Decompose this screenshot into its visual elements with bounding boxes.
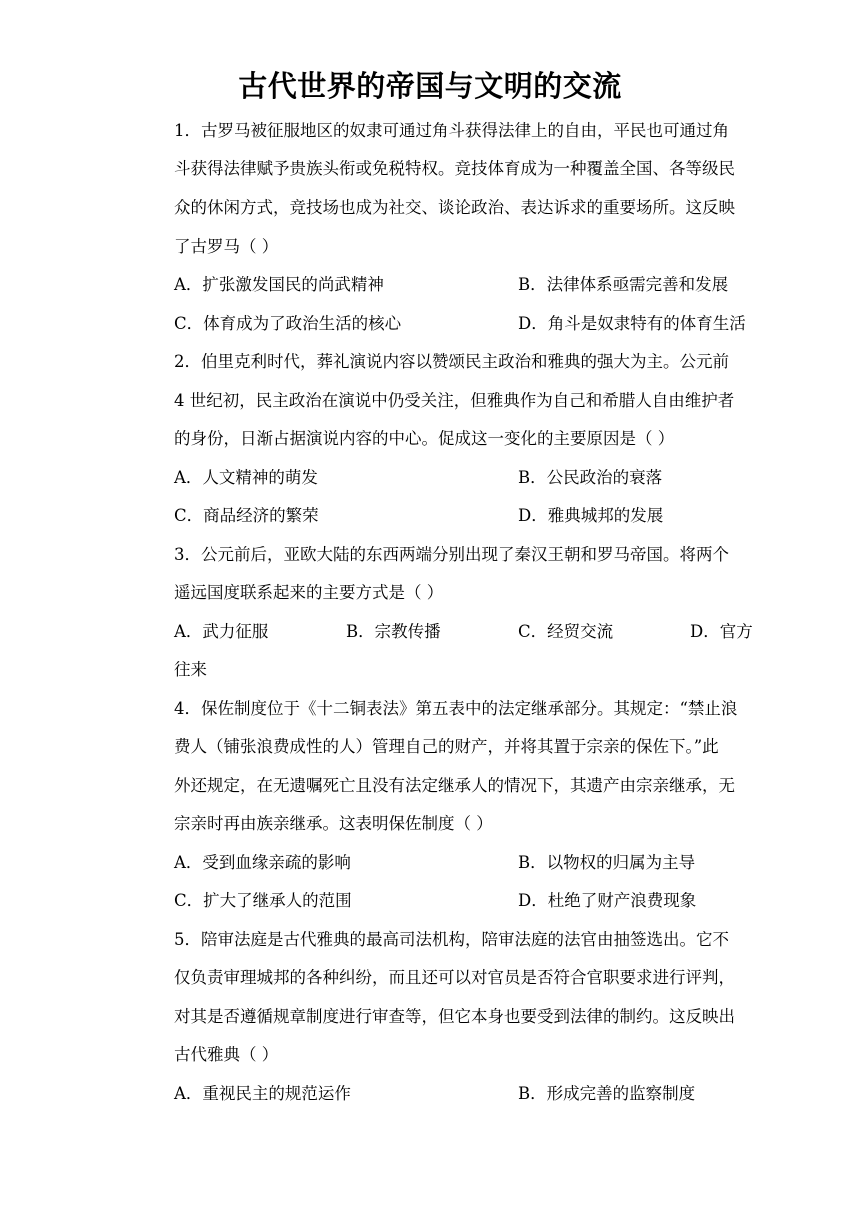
question-2-option-d: D．雅典城邦的发展 — [518, 506, 664, 525]
question-2-option-b: B．公民政治的衰落 — [518, 468, 663, 487]
question-5-option-a: A．重视民主的规范运作 — [174, 1084, 351, 1103]
question-3-option-d: D．官方 — [690, 622, 753, 641]
question-5-line-3: 对其是否遵循规章制度进行审查等，但它本身也要受到法律的制约。这反映出 — [174, 1007, 735, 1026]
question-2-option-a: A．人文精神的萌发 — [174, 468, 318, 487]
question-2-line-2: 4 世纪初，民主政治在演说中仍受关注，但雅典作为自己和希腊人自由维护者 — [174, 391, 735, 410]
question-3-option-d-wrap: 往来 — [174, 660, 207, 679]
question-1-line-4: 了古罗马（ ） — [174, 237, 279, 256]
question-4-line-1: 4．保佐制度位于《十二铜表法》第五表中的法定继承部分。其规定：“禁止浪 — [174, 699, 738, 718]
question-3-option-c: C．经贸交流 — [518, 622, 614, 641]
question-2-line-1: 2．伯里克利时代，葬礼演说内容以赞颂民主政治和雅典的强大为主。公元前 — [174, 352, 729, 371]
question-2-line-3: 的身份，日渐占据演说内容的中心。促成这一变化的主要原因是（ ） — [174, 429, 675, 448]
question-1-option-a: A．扩张激发国民的尚武精神 — [174, 275, 384, 294]
question-4-line-3: 外还规定，在无遗嘱死亡且没有法定继承人的情况下，其遗产由宗亲继承，无 — [174, 776, 735, 795]
question-5-line-4: 古代雅典（ ） — [174, 1045, 279, 1064]
question-1-option-d: D．角斗是奴隶特有的体育生活 — [518, 314, 746, 333]
question-4-option-c: C．扩大了继承人的范围 — [174, 891, 352, 910]
question-3-line-2: 遥远国度联系起来的主要方式是（ ） — [174, 583, 444, 602]
question-1-option-c: C．体育成为了政治生活的核心 — [174, 314, 402, 333]
question-5-option-b: B．形成完善的监察制度 — [518, 1084, 696, 1103]
question-1-line-3: 众的休闲方式，竞技场也成为社交、谈论政治、表达诉求的重要场所。这反映 — [174, 198, 735, 217]
question-4-option-d: D．杜绝了财产浪费现象 — [518, 891, 697, 910]
question-3-option-b: B．宗教传播 — [346, 622, 441, 641]
question-3-option-a: A．武力征服 — [174, 622, 269, 641]
question-1-option-b: B．法律体系亟需完善和发展 — [518, 275, 729, 294]
question-5-line-1: 5．陪审法庭是古代雅典的最高司法机构，陪审法庭的法官由抽签选出。它不 — [174, 930, 729, 949]
question-1-line-2: 斗获得法律赋予贵族头衔或免税特权。竞技体育成为一种覆盖全国、各等级民 — [174, 159, 735, 178]
question-4-option-b: B．以物权的归属为主导 — [518, 853, 696, 872]
question-4-line-2: 费人（铺张浪费成性的人）管理自己的财产，并将其置于宗亲的保佐下。”此 — [174, 737, 719, 756]
question-4-option-a: A．受到血缘亲疏的影响 — [174, 853, 351, 872]
question-2-option-c: C．商品经济的繁荣 — [174, 506, 319, 525]
question-5-line-2: 仅负责审理城邦的各种纠纷，而且还可以对官员是否符合官职要求进行评判， — [174, 968, 735, 987]
document-title: 古代世界的帝国与文明的交流 — [238, 69, 622, 103]
question-4-line-4: 宗亲时再由族亲继承。这表明保佐制度（ ） — [174, 814, 493, 833]
question-3-line-1: 3．公元前后，亚欧大陆的东西两端分别出现了秦汉王朝和罗马帝国。将两个 — [174, 545, 729, 564]
question-1-line-1: 1．古罗马被征服地区的奴隶可通过角斗获得法律上的自由，平民也可通过角 — [174, 121, 729, 140]
